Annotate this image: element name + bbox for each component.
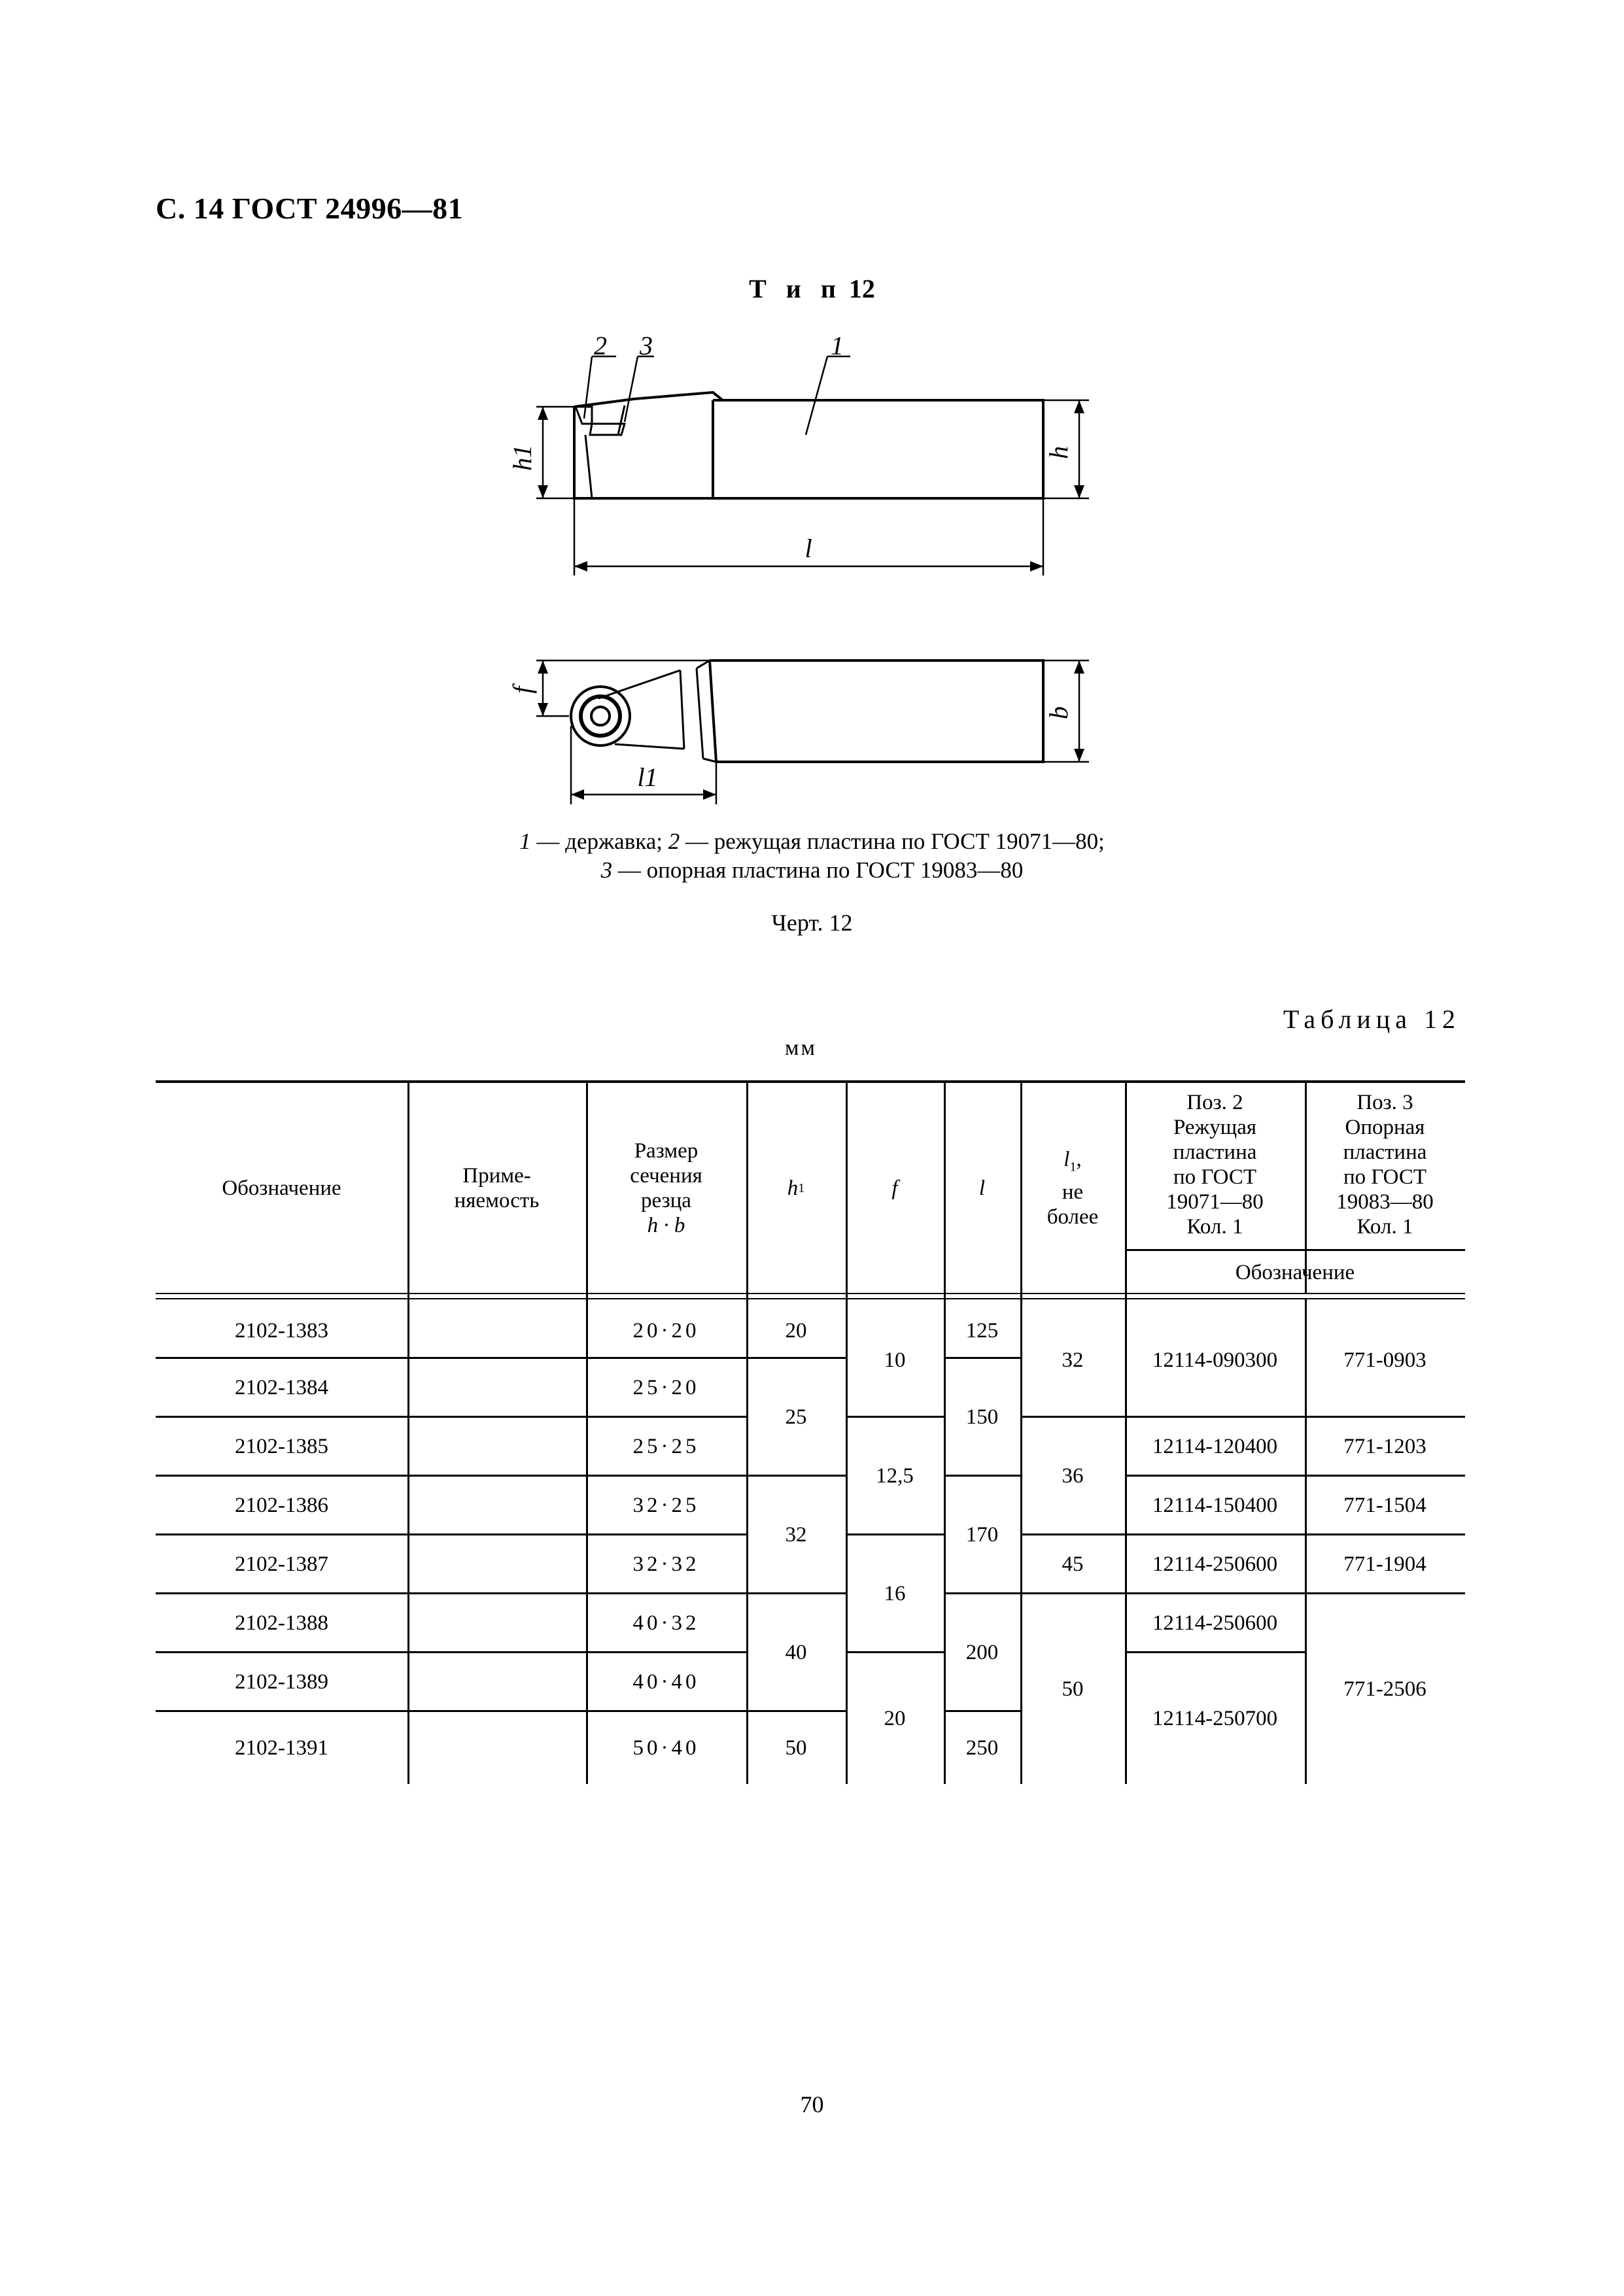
- legend-num-3: 3: [600, 857, 613, 883]
- row-size: 40·32: [632, 1611, 700, 1635]
- th-l: l: [978, 1176, 986, 1200]
- callout-1: 1: [831, 331, 844, 360]
- th-pos3-2: Опорная: [1345, 1116, 1425, 1139]
- round-insert-inner: [591, 707, 610, 725]
- cell-h1: 25: [785, 1405, 807, 1429]
- th-pos3-4: по ГОСТ: [1343, 1165, 1427, 1189]
- cell-h1: 40: [785, 1641, 807, 1664]
- th-pos2-4: по ГОСТ: [1173, 1165, 1257, 1189]
- th-designation: Обозначение: [222, 1176, 341, 1200]
- th-applicability: [407, 1080, 586, 1296]
- figure-legend: [0, 827, 1624, 885]
- row-size: 32·25: [632, 1494, 700, 1517]
- cell-pos3: 771-2506: [1343, 1677, 1426, 1701]
- table-units: мм: [785, 1036, 818, 1060]
- cell-l: 125: [965, 1318, 999, 1343]
- row-designation: 2102-1387: [235, 1552, 328, 1576]
- dim-h-label: h: [1044, 446, 1073, 459]
- th-applicability-1: Приме-: [462, 1164, 531, 1188]
- row-designation: 2102-1385: [235, 1435, 328, 1458]
- cell-pos2: 12114-250700: [1152, 1706, 1278, 1730]
- th-pos3-1: Поз. 3: [1356, 1091, 1413, 1114]
- cell-pos3: 771-1504: [1343, 1494, 1426, 1517]
- cell-l: 150: [965, 1405, 999, 1429]
- dim-l1-label: l1: [637, 762, 658, 792]
- cell-f: 20: [884, 1706, 906, 1730]
- th-l1: [1020, 1080, 1125, 1296]
- cell-pos2: 12114-120400: [1152, 1435, 1278, 1458]
- legend-num-1: 1: [519, 829, 531, 854]
- th-pos2-3: пластина: [1173, 1140, 1257, 1164]
- row-designation: 2102-1391: [235, 1736, 328, 1760]
- legend-text-1: — державка;: [530, 829, 668, 854]
- row-designation: 2102-1389: [235, 1670, 328, 1694]
- th-pos3-3: пластина: [1343, 1140, 1427, 1164]
- cell-l1: 50: [1062, 1677, 1084, 1701]
- th-l1-bolee: более: [1046, 1205, 1099, 1229]
- dim-h1-label: h1: [508, 445, 537, 471]
- cell-pos2: 12114-090300: [1152, 1348, 1278, 1372]
- cell-f: 16: [884, 1582, 906, 1605]
- cell-pos2: 12114-250600: [1152, 1611, 1278, 1635]
- th-size-3: резца: [641, 1189, 691, 1212]
- row-designation: 2102-1383: [235, 1318, 328, 1343]
- cell-l: 250: [965, 1736, 999, 1760]
- th-pos3: [1305, 1080, 1465, 1249]
- table-caption: Таблица 12: [1283, 1004, 1460, 1034]
- th-f: f: [891, 1176, 898, 1200]
- th-pos2-1: Поз. 2: [1186, 1091, 1243, 1114]
- legend-line-2: [0, 856, 1624, 885]
- document-header: С. 14 ГОСТ 24996—81: [156, 192, 464, 225]
- legend-text-2: — режущая пластина по ГОСТ 19071—80;: [680, 829, 1105, 854]
- cell-l1: 32: [1062, 1348, 1084, 1372]
- legend-text-3: — опорная пластина по ГОСТ 19083—80: [612, 857, 1024, 883]
- th-pos2-2: Режущая: [1173, 1116, 1257, 1139]
- th-l1-sub: 1: [1069, 1159, 1077, 1174]
- th-h1: [746, 1080, 846, 1296]
- top-view-outline: [710, 660, 1043, 762]
- row-designation: 2102-1384: [235, 1376, 328, 1399]
- th-pos3-5: 19083—80: [1336, 1190, 1434, 1214]
- row-size: 25·20: [632, 1376, 700, 1399]
- cell-l: 200: [965, 1641, 999, 1664]
- th-pos2-5: 19071—80: [1166, 1190, 1264, 1214]
- dimensions-table: [156, 1080, 1465, 1784]
- th-applicability-2: няемость: [454, 1189, 540, 1212]
- cell-pos2: 12114-250600: [1152, 1552, 1278, 1576]
- figure-title-prefix: Т и п: [749, 274, 842, 303]
- th-pos2-6: Кол. 1: [1186, 1215, 1243, 1239]
- cell-l1: 36: [1062, 1464, 1084, 1488]
- dim-l-label: l: [804, 534, 812, 563]
- callout-2: 2: [594, 331, 607, 360]
- th-l1-letter: l: [1063, 1148, 1070, 1172]
- round-insert-mid: [581, 696, 620, 736]
- th-pos3-6: Кол. 1: [1356, 1215, 1413, 1239]
- th-h1-letter: h: [787, 1176, 799, 1200]
- cell-h1: 20: [785, 1318, 807, 1343]
- row-size: 50·40: [632, 1736, 700, 1760]
- row-designation: 2102-1386: [235, 1494, 328, 1517]
- cell-h1: 50: [785, 1736, 807, 1760]
- cell-pos2: 12114-150400: [1152, 1494, 1278, 1517]
- cell-f: 12,5: [876, 1464, 914, 1488]
- row-size: 40·40: [632, 1670, 700, 1694]
- technical-drawing: [0, 0, 1624, 824]
- th-size-4: h · b: [647, 1214, 685, 1237]
- legend-line-1: [0, 827, 1624, 856]
- dim-f-label: f: [508, 686, 537, 694]
- row-size: 20·20: [632, 1318, 700, 1343]
- th-sub-designation: Обозначение: [1235, 1261, 1355, 1284]
- dim-b-label: b: [1044, 706, 1073, 719]
- cell-l1: 45: [1062, 1552, 1084, 1576]
- table-hline: [156, 1298, 1465, 1299]
- figure-title-number: 12: [848, 274, 875, 303]
- cell-f: 10: [884, 1348, 906, 1372]
- cell-l: 170: [965, 1523, 999, 1547]
- cell-pos3: 771-0903: [1343, 1348, 1426, 1372]
- th-l1-symbol: [1063, 1147, 1081, 1180]
- row-size: 25·25: [632, 1435, 700, 1458]
- th-size: [586, 1080, 746, 1296]
- cell-pos3: 771-1203: [1343, 1435, 1426, 1458]
- cell-h1: 32: [785, 1523, 807, 1547]
- figure-caption: Черт. 12: [771, 910, 853, 936]
- th-l1-comma: ,: [1076, 1148, 1082, 1172]
- legend-num-2: 2: [668, 829, 680, 854]
- th-l1-ne: не: [1062, 1180, 1084, 1204]
- callout-3: 3: [640, 331, 653, 360]
- th-pos2: [1125, 1080, 1305, 1249]
- th-size-2: сечения: [630, 1164, 702, 1188]
- page-number: 70: [800, 2091, 824, 2117]
- row-designation: 2102-1388: [235, 1611, 328, 1635]
- side-view-outline: [574, 400, 713, 498]
- th-size-1: Размер: [634, 1139, 699, 1163]
- row-size: 32·32: [632, 1552, 700, 1576]
- th-h1-sub: 1: [798, 1181, 805, 1195]
- cell-pos3: 771-1904: [1343, 1552, 1426, 1576]
